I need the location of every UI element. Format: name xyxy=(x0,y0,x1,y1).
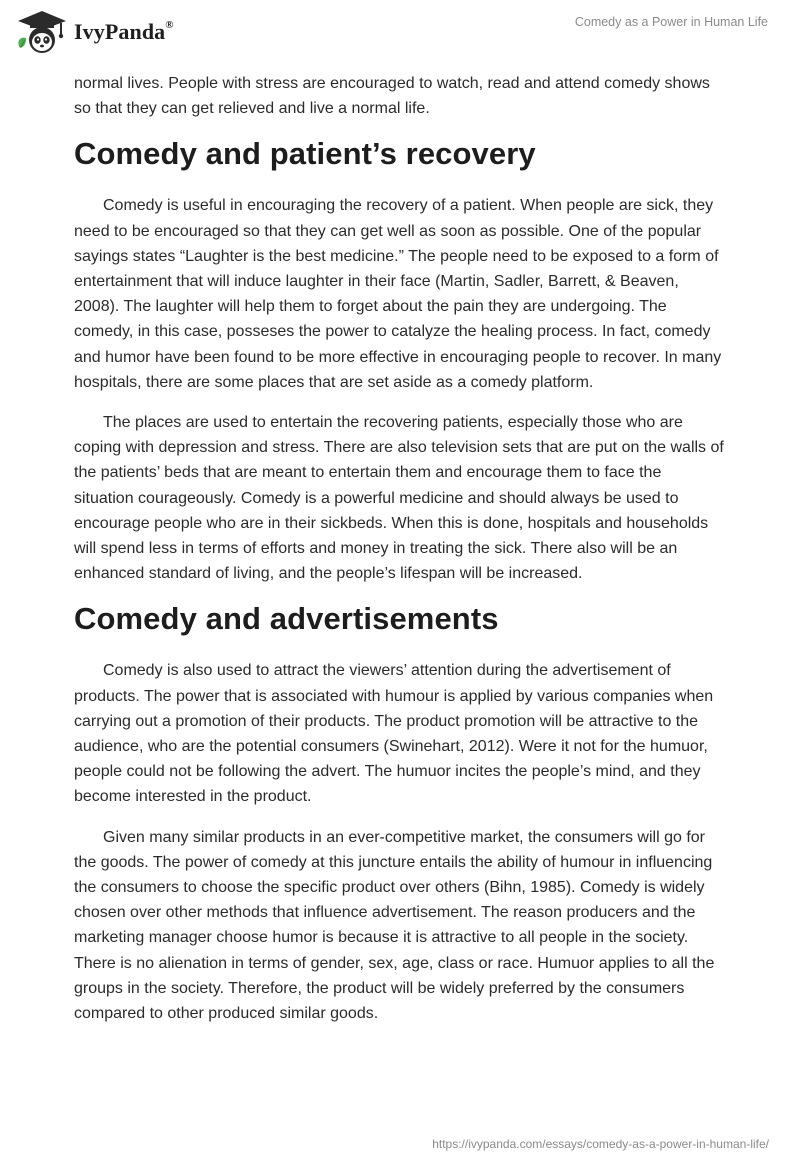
section-heading: Comedy and patient’s recovery xyxy=(74,136,536,172)
source-url[interactable]: https://ivypanda.com/essays/comedy-as-a-power-in-human-life/ xyxy=(432,1137,769,1151)
document-title: Comedy as a Power in Human Life xyxy=(574,15,768,29)
ivypanda-logo[interactable] xyxy=(14,8,174,56)
paragraph: Comedy is also used to attract the viewers’ attention during the advertisement of products. The power that is associated with humour is applied by various companies when carrying out a promotion of their products. The product promotion will be attractive to the audience, who are the potential consumers (Swinehart, 2012). Were it not for the humuor, people could not be following the advert. The humuor incites the people’s mind, and they become interested in the product. xyxy=(74,662,714,806)
panda-graduate-icon xyxy=(14,8,70,56)
paragraph: The places are used to entertain the recovering patients, especially those who are coping with depression and stress. There are also television sets that are put on the walls of the patients’ beds that are meant to entertain them and encourage them to face the situation courageously. Comedy is a powerful medicine and should always be used to encourage people who are in their sickbeds. When this is done, hospitals and households will spend less in terms of efforts and money in treating the sick. There also will be an enhanced standard of living, and the people’s lifespan will be increased. xyxy=(74,414,724,583)
brand-name: IvyPanda® xyxy=(74,18,174,44)
paragraph: normal lives. People with stress are encouraged to watch, read and attend comedy shows so that they can get relieved and live a normal life. xyxy=(74,75,710,118)
essay-content xyxy=(74,71,724,1041)
paragraph: Comedy is useful in encouraging the recovery of a patient. When people are sick, they need to be encouraged so that they can get well as soon as possible. One of the popular sayings states “Laughter is the best medicine.” The people need to be exposed to a form of entertainment that will induce laughter in their face (Martin, Sadler, Barrett, & Beaven, 2008). The laughter will help them to forget about the pain they are undergoing. The comedy, in this case, posseses the power to catalyze the healing process. In fact, comedy and humor have been found to be more effective in encouraging people to recover. In many hospitals, there are some places that are set aside as a comedy platform. xyxy=(74,197,722,391)
paragraph: Given many similar products in an ever-competitive market, the consumers will go for the goods. The power of comedy at this juncture entails the ability of humour in influencing the consumers to choose the specific product over others (Bihn, 1985). Comedy is widely chosen over other methods that influence advertisement. The reason producers and the marketing manager choose humor is because it is attractive to all people in the society. There is no alienation in terms of gender, sex, age, class or race. Humuor applies to all the groups in the society. Therefore, the product will be widely preferred by the consumers compared to other produced similar goods. xyxy=(74,828,715,1023)
page-header xyxy=(0,0,800,70)
section-heading: Comedy and advertisements xyxy=(74,601,499,637)
